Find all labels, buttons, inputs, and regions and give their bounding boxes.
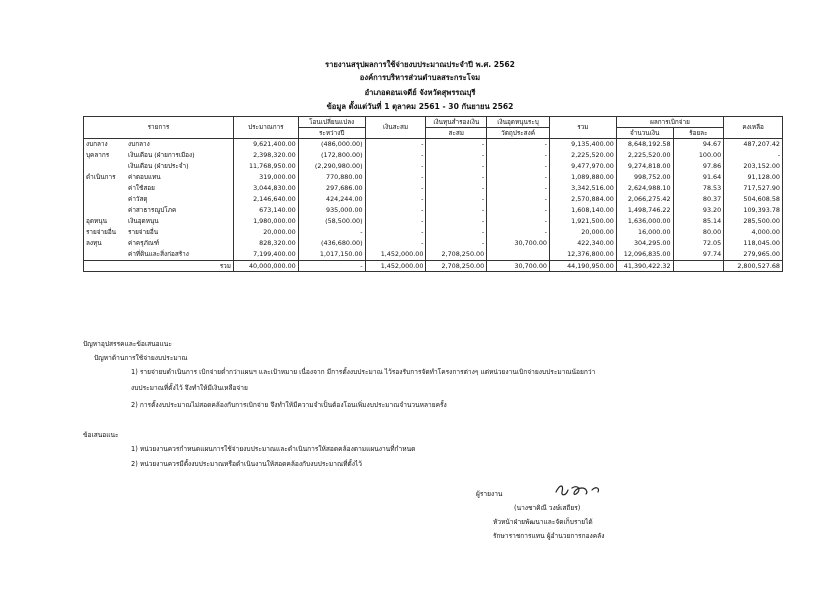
cell-item: เงินเดือน (ฝ่ายประจำ)	[126, 161, 233, 172]
suggestions-heading: ข้อเสนอแนะ	[83, 431, 119, 439]
cell-reserve: -	[365, 205, 426, 216]
cell-item: เงินเดือน (ฝ่ายการเมือง)	[126, 150, 233, 161]
problem-item-1: 1) รายจ่ายบดำเนินการ เบิกจ่ายต่ำกว่าแผนฯ และเป้าหมาย เนื่องจาก มีการตั้งงบประมาณ ไว้รองรับการจัดทำโครงการต่างๆ แต่หน่วยงานเบิกจ่ายงบประมาณน้อยกว่า	[131, 368, 596, 376]
header-item: รายการ	[84, 117, 234, 139]
cell-percent: 93.20	[673, 205, 724, 216]
cell-remaining: 504,608.58	[724, 194, 783, 205]
cell-reserve: -	[365, 150, 426, 161]
cell-amount: 2,225,520.00	[616, 150, 673, 161]
problem-item-2: 2) การตั้งงบประมาณไม่สอดคล้องกับการเบิกจ่าย จึงทำให้มีความจำเป็นต้องโอนเพิ่มงบประมาณจำนวนหลายครั้ง	[131, 401, 447, 409]
cell-item: ค่าครุภัณฑ์	[126, 238, 233, 249]
cell-remaining: 717,527.90	[724, 183, 783, 194]
cell-percent: 94.67	[673, 139, 724, 151]
total-budget: 40,000,000.00	[233, 261, 298, 272]
cell-total: 9,135,400.00	[549, 139, 616, 151]
cell-cat	[84, 205, 127, 216]
table-row	[84, 216, 783, 227]
cell-amount: 16,000.00	[616, 227, 673, 238]
cell-budget: 7,199,400.00	[233, 249, 298, 261]
table-body	[84, 139, 783, 261]
cell-total: 12,376,800.00	[549, 249, 616, 261]
cell-item: งบกลาง	[126, 139, 233, 151]
cell-remaining: 91,128.00	[724, 172, 783, 183]
total-reserve: 1,452,000.00	[365, 261, 426, 272]
cell-percent: 78.53	[673, 183, 724, 194]
cell-fund: -	[426, 194, 487, 205]
cell-subsidy: -	[487, 194, 550, 205]
table-row	[84, 161, 783, 172]
cell-remaining: -	[724, 150, 783, 161]
cell-budget: 1,980,000.00	[233, 216, 298, 227]
cell-item: ค่าวัสดุ	[126, 194, 233, 205]
cell-remaining: 109,393.78	[724, 205, 783, 216]
cell-budget: 11,768,950.00	[233, 161, 298, 172]
cell-fund: -	[426, 139, 487, 151]
budget-summary-table	[83, 116, 783, 272]
table-row	[84, 249, 783, 261]
cell-total: 20,000.00	[549, 227, 616, 238]
cell-cat	[84, 194, 127, 205]
report-title: รายงานสรุปผลการใช้จ่ายงบประมาณประจำปี พ.ศ. 2562	[325, 60, 515, 69]
cell-transfer: (436,680.00)	[298, 238, 365, 249]
date-range: ข้อมูล ตั้งแต่วันที่ 1 ตุลาคม 2561 - 30 กันยายน 2562	[326, 102, 514, 111]
cell-budget: 9,621,400.00	[233, 139, 298, 151]
cell-reserve: -	[365, 139, 426, 151]
cell-cat	[84, 249, 127, 261]
cell-transfer: 297,686.00	[298, 183, 365, 194]
cell-reserve: -	[365, 194, 426, 205]
cell-budget: 3,044,830.00	[233, 183, 298, 194]
problems-heading: ปัญหาอุปสรรคและข้อเสนอแนะ	[83, 340, 172, 348]
cell-fund: -	[426, 238, 487, 249]
total-subsidy: 30,700.00	[487, 261, 550, 272]
cell-fund: -	[426, 216, 487, 227]
cell-fund: -	[426, 183, 487, 194]
header-amount: จำนวนเงิน	[616, 128, 673, 139]
cell-budget: 2,146,640.00	[233, 194, 298, 205]
cell-cat: บุคลากร	[84, 150, 127, 161]
cell-fund: -	[426, 161, 487, 172]
cell-transfer: (2,290,980.00)	[298, 161, 365, 172]
cell-fund: -	[426, 172, 487, 183]
header-transfer-2: ระหว่างปี	[298, 128, 365, 139]
total-label: รวม	[84, 261, 234, 272]
cell-transfer: 770,880.00	[298, 172, 365, 183]
table-row	[84, 238, 783, 249]
cell-reserve: 1,452,000.00	[365, 249, 426, 261]
cell-item: ค่าสาธารณูปโภค	[126, 205, 233, 216]
signer-name: (นางชาคิณี วงษ์เสถียร)	[514, 504, 581, 512]
header-reserve: เงินสะสม	[365, 117, 426, 139]
header-transfer: โอนเปลี่ยนแปลง	[298, 117, 365, 128]
cell-item: เงินอุดหนุน	[126, 216, 233, 227]
table-row	[84, 139, 783, 151]
cell-percent: 91.64	[673, 172, 724, 183]
cell-cat: ดำเนินการ	[84, 172, 127, 183]
cell-subsidy: -	[487, 150, 550, 161]
cell-transfer: (172,800.00)	[298, 150, 365, 161]
cell-fund: -	[426, 150, 487, 161]
cell-reserve: -	[365, 216, 426, 227]
cell-transfer: (486,000.00)	[298, 139, 365, 151]
header-total: รวม	[549, 117, 616, 139]
cell-cat	[84, 161, 127, 172]
suggestion-item-2: 2) หน่วยงานควรมีตั้งงบประมาณหรือดำเนินงานให้สอดคล้องกับงบประมาณที่ตั้งไว้	[131, 460, 362, 468]
cell-percent: 80.00	[673, 227, 724, 238]
cell-reserve: -	[365, 238, 426, 249]
cell-cat: งบกลาง	[84, 139, 127, 151]
cell-subsidy: -	[487, 227, 550, 238]
cell-percent: 100.00	[673, 150, 724, 161]
cell-transfer: (58,500.00)	[298, 216, 365, 227]
cell-total: 1,089,880.00	[549, 172, 616, 183]
cell-budget: 319,000.00	[233, 172, 298, 183]
cell-cat: อุดหนุน	[84, 216, 127, 227]
cell-remaining: 285,500.00	[724, 216, 783, 227]
cell-subsidy: -	[487, 172, 550, 183]
cell-remaining: 118,045.00	[724, 238, 783, 249]
cell-cat: รายจ่ายอื่น	[84, 227, 127, 238]
header-budget: ประมาณการ	[233, 117, 298, 139]
cell-item: ค่าใช้สอย	[126, 183, 233, 194]
header-result: ผลการเบิกจ่าย	[616, 117, 723, 128]
cell-cat: ลงทุน	[84, 238, 127, 249]
reporter-label: ผู้รายงาน	[476, 490, 503, 498]
cell-transfer: 424,244.00	[298, 194, 365, 205]
cell-remaining: 203,152.00	[724, 161, 783, 172]
cell-fund: 2,708,250.00	[426, 249, 487, 261]
cell-budget: 20,000.00	[233, 227, 298, 238]
suggestion-item-1: 1) หน่วยงานควรกำหนดแผนการใช้จ่ายงบประมาณและดำเนินการให้สอดคล้องตามแผนงานที่กำหนด	[131, 445, 416, 453]
cell-cat	[84, 183, 127, 194]
cell-amount: 2,066,275.42	[616, 194, 673, 205]
cell-reserve: -	[365, 172, 426, 183]
cell-amount: 1,636,000.00	[616, 216, 673, 227]
total-transfer: -	[298, 261, 365, 272]
cell-reserve: -	[365, 183, 426, 194]
signature-image	[552, 480, 612, 502]
problems-subheading: ปัญหาด้านการใช้จ่ายงบประมาณ	[94, 354, 188, 362]
total-amount: 41,390,422.32	[616, 261, 673, 272]
cell-subsidy: -	[487, 183, 550, 194]
cell-amount: 998,752.00	[616, 172, 673, 183]
header-remaining: คงเหลือ	[724, 117, 783, 139]
problem-item-1-cont: งบประมาณที่ตั้งไว้ จึงทำให้มีเงินเหลือจ่าย	[131, 384, 248, 392]
table-row	[84, 172, 783, 183]
cell-fund: -	[426, 205, 487, 216]
cell-total: 2,225,520.00	[549, 150, 616, 161]
signer-acting-position: รักษาราชการแทน ผู้อำนวยการกองคลัง	[493, 532, 605, 540]
cell-total: 422,340.00	[549, 238, 616, 249]
cell-transfer: -	[298, 227, 365, 238]
total-row	[84, 261, 783, 272]
cell-transfer: 1,017,150.00	[298, 249, 365, 261]
cell-remaining: 487,207.42	[724, 139, 783, 151]
total-remaining: 2,800,527.68	[724, 261, 783, 272]
table-row	[84, 227, 783, 238]
cell-total: 1,921,500.00	[549, 216, 616, 227]
cell-amount: 1,498,746.22	[616, 205, 673, 216]
cell-item: ค่าที่ดินและสิ่งก่อสร้าง	[126, 249, 233, 261]
cell-budget: 828,320.00	[233, 238, 298, 249]
cell-subsidy	[487, 249, 550, 261]
cell-item: ค่าตอบแทน	[126, 172, 233, 183]
cell-amount: 304,295.00	[616, 238, 673, 249]
cell-total: 9,477,970.00	[549, 161, 616, 172]
cell-subsidy: -	[487, 205, 550, 216]
table-row	[84, 205, 783, 216]
total-total: 44,190,950.00	[549, 261, 616, 272]
table-row	[84, 194, 783, 205]
organization-name: องค์การบริหารส่วนตำบลสระกระโจม	[359, 73, 481, 82]
cell-amount: 2,624,988.10	[616, 183, 673, 194]
cell-amount: 8,648,192.58	[616, 139, 673, 151]
cell-total: 3,342,516.00	[549, 183, 616, 194]
cell-percent: 72.05	[673, 238, 724, 249]
cell-subsidy: -	[487, 161, 550, 172]
cell-subsidy: -	[487, 139, 550, 151]
header-fund-2: สะสม	[426, 128, 487, 139]
cell-remaining: 4,000.00	[724, 227, 783, 238]
table-row	[84, 183, 783, 194]
total-percent	[673, 261, 724, 272]
cell-transfer: 935,000.00	[298, 205, 365, 216]
header-subsidy: เงินอุดหนุนระบุ	[487, 117, 550, 128]
header-fund: เงินทุนสำรองเงิน	[426, 117, 487, 128]
cell-amount: 12,096,835.00	[616, 249, 673, 261]
cell-reserve: -	[365, 161, 426, 172]
cell-percent: 97.86	[673, 161, 724, 172]
total-fund: 2,708,250.00	[426, 261, 487, 272]
cell-fund: -	[426, 227, 487, 238]
cell-reserve: -	[365, 227, 426, 238]
cell-item: รายจ่ายอื่น	[126, 227, 233, 238]
signer-position: หัวหน้าฝ่ายพัฒนาและจัดเก็บรายได้	[493, 518, 593, 526]
cell-total: 2,570,884.00	[549, 194, 616, 205]
cell-subsidy: 30,700.00	[487, 238, 550, 249]
header-percent: ร้อยละ	[673, 128, 724, 139]
cell-percent: 85.14	[673, 216, 724, 227]
district-province: อำเภอดอนเจดีย์ จังหวัดสุพรรณบุรี	[364, 88, 476, 97]
cell-subsidy: -	[487, 216, 550, 227]
cell-percent: 80.37	[673, 194, 724, 205]
cell-budget: 2,398,320.00	[233, 150, 298, 161]
header-subsidy-2: วัตถุประสงค์	[487, 128, 550, 139]
cell-percent: 97.74	[673, 249, 724, 261]
table-row	[84, 150, 783, 161]
cell-total: 1,608,140.00	[549, 205, 616, 216]
cell-remaining: 279,965.00	[724, 249, 783, 261]
cell-amount: 9,274,818.00	[616, 161, 673, 172]
cell-budget: 673,140.00	[233, 205, 298, 216]
